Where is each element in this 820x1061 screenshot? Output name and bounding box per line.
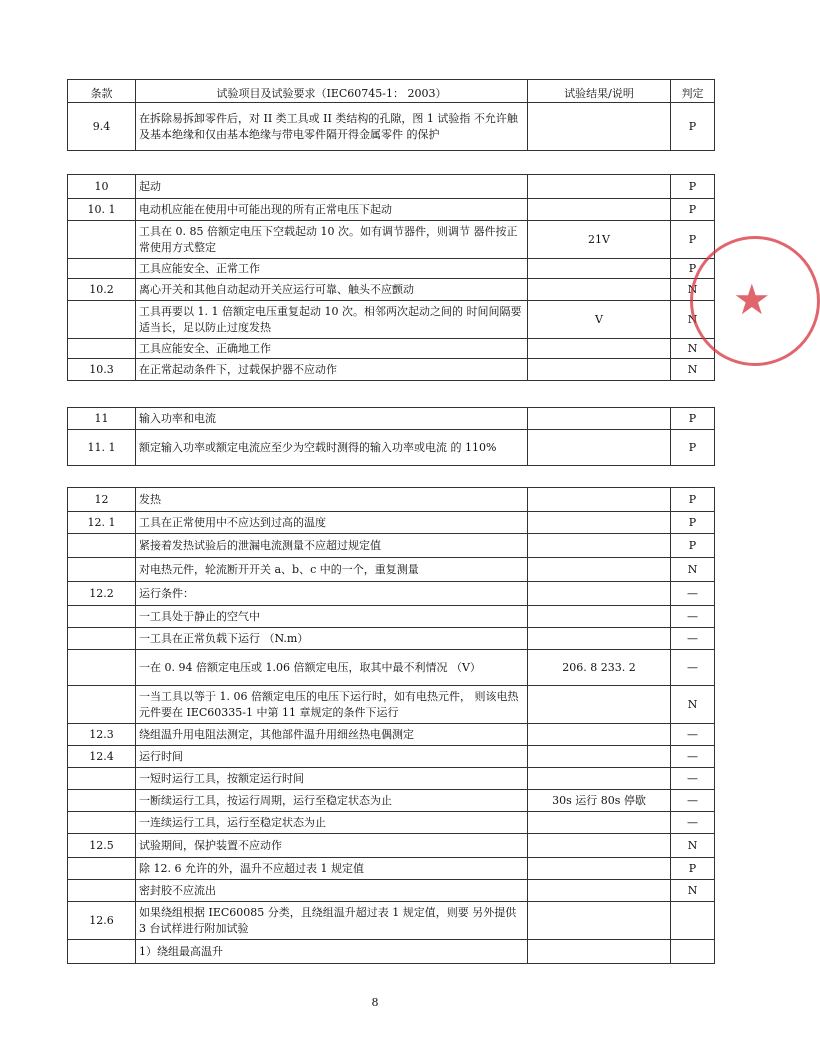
verdict-cell: — bbox=[671, 628, 715, 650]
clause-cell bbox=[68, 259, 136, 279]
table-clause-10 bbox=[67, 174, 715, 381]
requirement-cell: 一在 0. 94 倍额定电压或 1.06 倍额定电压，取其中最不利情况 （V） bbox=[136, 650, 528, 686]
table-row bbox=[68, 175, 715, 199]
verdict-cell: P bbox=[671, 199, 715, 221]
verdict-cell: N bbox=[671, 279, 715, 301]
clause-cell: 12.6 bbox=[68, 902, 136, 940]
verdict-cell: P bbox=[671, 408, 715, 430]
verdict-cell: — bbox=[671, 746, 715, 768]
clause-cell bbox=[68, 880, 136, 902]
result-cell bbox=[528, 199, 671, 221]
result-cell: 21V bbox=[528, 221, 671, 259]
table-row bbox=[68, 834, 715, 858]
result-cell bbox=[528, 534, 671, 558]
verdict-cell: — bbox=[671, 724, 715, 746]
verdict-cell: P bbox=[671, 488, 715, 512]
table-row bbox=[68, 746, 715, 768]
result-cell bbox=[528, 259, 671, 279]
table-row bbox=[68, 199, 715, 221]
verdict-cell: — bbox=[671, 606, 715, 628]
table-row bbox=[68, 279, 715, 301]
requirement-cell: 一工具处于静止的空气中 bbox=[136, 606, 528, 628]
table-row bbox=[68, 582, 715, 606]
table-clause-12 bbox=[67, 487, 715, 964]
result-cell bbox=[528, 430, 671, 466]
result-cell bbox=[528, 359, 671, 381]
result-cell bbox=[528, 175, 671, 199]
result-cell bbox=[528, 582, 671, 606]
clause-cell: 10 bbox=[68, 175, 136, 199]
table-header bbox=[68, 80, 715, 103]
table-row bbox=[68, 812, 715, 834]
clause-cell: 10. 1 bbox=[68, 199, 136, 221]
inspection-stamp bbox=[690, 236, 820, 366]
requirement-cell: 输入功率和电流 bbox=[136, 408, 528, 430]
result-cell bbox=[528, 512, 671, 534]
verdict-cell: — bbox=[671, 582, 715, 606]
clause-cell bbox=[68, 686, 136, 724]
result-cell bbox=[528, 686, 671, 724]
verdict-cell: P bbox=[671, 430, 715, 466]
clause-cell: 9.4 bbox=[68, 103, 136, 151]
clause-cell bbox=[68, 790, 136, 812]
requirement-cell: 电动机应能在使用中可能出现的所有正常电压下起动 bbox=[136, 199, 528, 221]
clause-cell bbox=[68, 628, 136, 650]
requirement-cell: 绕组温升用电阻法测定，其他部件温升用细丝热电偶测定 bbox=[136, 724, 528, 746]
table-row bbox=[68, 359, 715, 381]
result-cell bbox=[528, 940, 671, 964]
requirement-cell: 运行时间 bbox=[136, 746, 528, 768]
table-row bbox=[68, 512, 715, 534]
result-cell bbox=[528, 834, 671, 858]
verdict-cell: P bbox=[671, 175, 715, 199]
clause-cell bbox=[68, 606, 136, 628]
clause-cell: 10.3 bbox=[68, 359, 136, 381]
table-row bbox=[68, 880, 715, 902]
result-cell bbox=[528, 279, 671, 301]
table-row bbox=[68, 103, 715, 151]
result-cell bbox=[528, 902, 671, 940]
requirement-cell: 紧接着发热试验后的泄漏电流测量不应超过规定值 bbox=[136, 534, 528, 558]
verdict-cell: — bbox=[671, 650, 715, 686]
requirement-cell: 一短时运行工具，按额定运行时间 bbox=[136, 768, 528, 790]
table-row bbox=[68, 940, 715, 964]
result-cell bbox=[528, 858, 671, 880]
page-number: 8 bbox=[371, 996, 379, 1009]
requirement-cell: 一工具在正常负载下运行 （N.m） bbox=[136, 628, 528, 650]
verdict-cell: P bbox=[671, 858, 715, 880]
requirement-cell: 工具应能安全、正常工作 bbox=[136, 259, 528, 279]
requirement-cell: 工具应能安全、正确地工作 bbox=[136, 339, 528, 359]
table-row bbox=[68, 902, 715, 940]
result-cell bbox=[528, 103, 671, 151]
requirement-cell: 1）绕组最高温升 bbox=[136, 940, 528, 964]
result-cell: V bbox=[528, 301, 671, 339]
requirement-cell: 起动 bbox=[136, 175, 528, 199]
requirement-cell: 一连续运行工具，运行至稳定状态为止 bbox=[136, 812, 528, 834]
result-cell: 206. 8 233. 2 bbox=[528, 650, 671, 686]
clause-cell bbox=[68, 558, 136, 582]
result-cell bbox=[528, 606, 671, 628]
clause-cell bbox=[68, 940, 136, 964]
table-row bbox=[68, 221, 715, 259]
verdict-cell: N bbox=[671, 686, 715, 724]
requirement-cell: 一断续运行工具，按运行周期，运行至稳定状态为止 bbox=[136, 790, 528, 812]
clause-cell: 12 bbox=[68, 488, 136, 512]
requirement-cell: 一当工具以等于 1. 06 倍额定电压的电压下运行时，如有电热元件， 则该电热元件要在 IEC60335-1 中第 11 章规定的条件下运行 bbox=[136, 686, 528, 724]
table-row bbox=[68, 339, 715, 359]
requirement-cell: 发热 bbox=[136, 488, 528, 512]
header-verdict: 判定 bbox=[671, 80, 715, 103]
verdict-cell: P bbox=[671, 103, 715, 151]
header-result: 试验结果/说明 bbox=[528, 80, 671, 103]
result-cell bbox=[528, 724, 671, 746]
table-row bbox=[68, 534, 715, 558]
result-cell bbox=[528, 488, 671, 512]
table-row bbox=[68, 724, 715, 746]
table-row bbox=[68, 606, 715, 628]
clause-cell: 11. 1 bbox=[68, 430, 136, 466]
verdict-cell: — bbox=[671, 812, 715, 834]
requirement-cell: 工具再要以 1. 1 倍额定电压重复起动 10 次。相邻两次起动之间的 时间间隔要适当长，足以防止过度发热 bbox=[136, 301, 528, 339]
verdict-cell: N bbox=[671, 558, 715, 582]
verdict-cell: N bbox=[671, 359, 715, 381]
clause-cell: 12. 1 bbox=[68, 512, 136, 534]
table-row bbox=[68, 408, 715, 430]
requirement-cell: 在拆除易拆卸零件后，对 II 类工具或 II 类结构的孔隙，图 1 试验指 不允许触及基本绝缘和仅由基本绝缘与带电零件隔开得金属零件 的保护 bbox=[136, 103, 528, 151]
clause-cell: 11 bbox=[68, 408, 136, 430]
clause-cell: 12.4 bbox=[68, 746, 136, 768]
verdict-cell: P bbox=[671, 221, 715, 259]
requirement-cell: 除 12. 6 允许的外，温升不应超过表 1 规定值 bbox=[136, 858, 528, 880]
requirement-cell: 额定输入功率或额定电流应至少为空载时测得的输入功率或电流 的 110% bbox=[136, 430, 528, 466]
requirement-cell: 工具在 0. 85 倍额定电压下空载起动 10 次。如有调节器件，则调节 器件按正常使用方式整定 bbox=[136, 221, 528, 259]
clause-cell bbox=[68, 534, 136, 558]
table-row bbox=[68, 628, 715, 650]
table-row bbox=[68, 790, 715, 812]
verdict-cell: N bbox=[671, 301, 715, 339]
verdict-cell: N bbox=[671, 339, 715, 359]
requirement-cell: 在正常起动条件下，过载保护器不应动作 bbox=[136, 359, 528, 381]
verdict-cell: P bbox=[671, 259, 715, 279]
table-row bbox=[68, 430, 715, 466]
clause-cell: 12.3 bbox=[68, 724, 136, 746]
requirement-cell: 运行条件： bbox=[136, 582, 528, 606]
requirement-cell: 密封胶不应流出 bbox=[136, 880, 528, 902]
table-clause-9 bbox=[67, 79, 715, 151]
result-cell bbox=[528, 408, 671, 430]
verdict-cell: P bbox=[671, 512, 715, 534]
result-cell bbox=[528, 339, 671, 359]
requirement-cell: 工具在正常使用中不应达到过高的温度 bbox=[136, 512, 528, 534]
table-row bbox=[68, 650, 715, 686]
table-row bbox=[68, 858, 715, 880]
table-row bbox=[68, 259, 715, 279]
table-clause-11 bbox=[67, 407, 715, 466]
verdict-cell: P bbox=[671, 534, 715, 558]
verdict-cell bbox=[671, 902, 715, 940]
result-cell: 30s 运行 80s 停歇 bbox=[528, 790, 671, 812]
verdict-cell: N bbox=[671, 880, 715, 902]
header-clause: 条款 bbox=[68, 80, 136, 103]
verdict-cell bbox=[671, 940, 715, 964]
result-cell bbox=[528, 558, 671, 582]
verdict-cell: N bbox=[671, 834, 715, 858]
result-cell bbox=[528, 812, 671, 834]
clause-cell bbox=[68, 650, 136, 686]
table-row bbox=[68, 558, 715, 582]
table-row bbox=[68, 301, 715, 339]
clause-cell bbox=[68, 812, 136, 834]
clause-cell bbox=[68, 339, 136, 359]
requirement-cell: 试验期间，保护装置不应动作 bbox=[136, 834, 528, 858]
result-cell bbox=[528, 880, 671, 902]
verdict-cell: — bbox=[671, 790, 715, 812]
requirement-cell: 对电热元件，轮流断开开关 a、b、c 中的一个，重复测量 bbox=[136, 558, 528, 582]
verdict-cell: — bbox=[671, 768, 715, 790]
result-cell bbox=[528, 628, 671, 650]
clause-cell: 10.2 bbox=[68, 279, 136, 301]
clause-cell bbox=[68, 858, 136, 880]
requirement-cell: 如果绕组根据 IEC60085 分类，且绕组温升超过表 1 规定值，则要 另外提供 3 台试样进行附加试验 bbox=[136, 902, 528, 940]
result-cell bbox=[528, 768, 671, 790]
clause-cell: 12.2 bbox=[68, 582, 136, 606]
clause-cell bbox=[68, 221, 136, 259]
table-row bbox=[68, 686, 715, 724]
clause-cell bbox=[68, 301, 136, 339]
header-requirement: 试验项目及试验要求（IEC60745-1： 2003） bbox=[136, 80, 528, 103]
clause-cell bbox=[68, 768, 136, 790]
table-row bbox=[68, 488, 715, 512]
table-row bbox=[68, 768, 715, 790]
stamp-star-icon: ★ bbox=[733, 275, 771, 324]
requirement-cell: 离心开关和其他自动起动开关应运行可靠、触头不应颤动 bbox=[136, 279, 528, 301]
clause-cell: 12.5 bbox=[68, 834, 136, 858]
result-cell bbox=[528, 746, 671, 768]
